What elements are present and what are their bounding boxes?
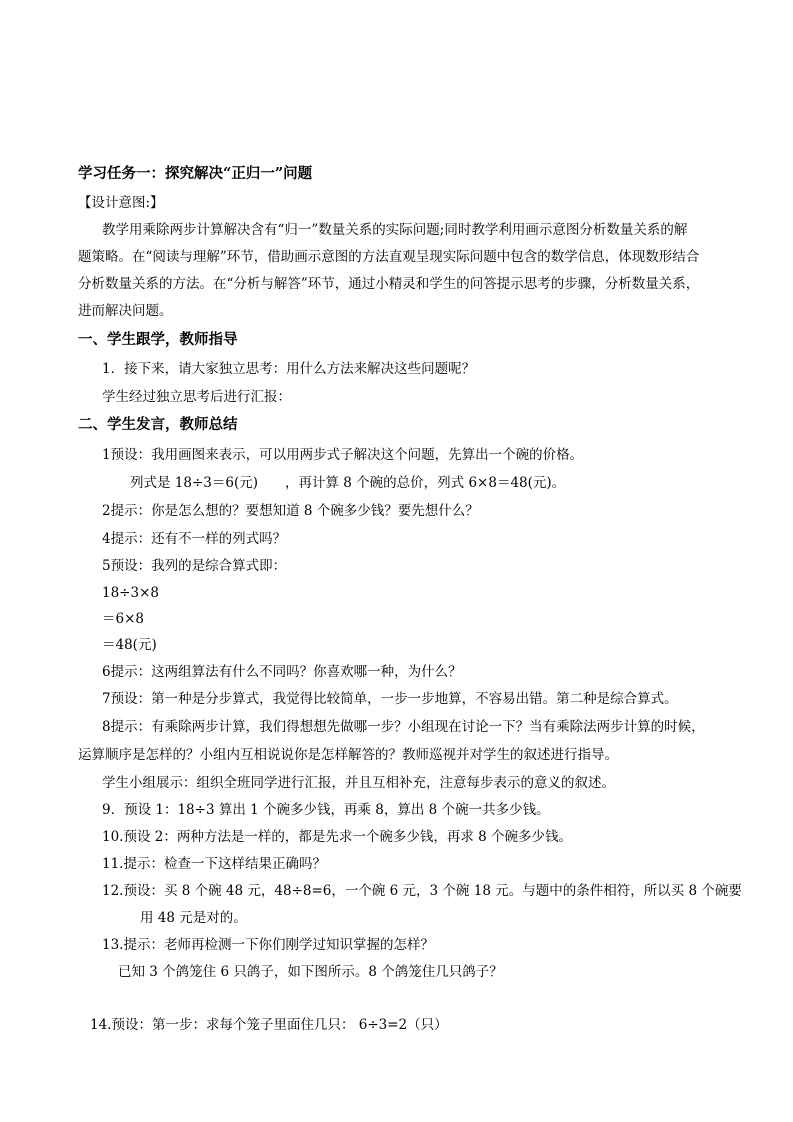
task-title: 学习任务一：探究解决“正归一”问题 [78,165,313,182]
design-intent-line-3: 分析数量关系的方法。在“分析与解答”环节，通过小精灵和学生的问答提示思考的步骤，分析数量关系， [78,276,700,292]
design-intent-line-1: 教学用乘除两步计算解决含有“归一”数量关系的实际问题;同时教学利用画示意图分析数量关系的解 [102,222,688,238]
section2-line-10: 学生小组展示：组织全班同学进行汇报，并且互相补充，注意每步表示的意义的叙述。 [102,775,615,791]
section2-line-9: 运算顺序是怎样的？小组内互相说说你是怎样解答的？教师巡视并对学生的叙述进行指导。 [78,747,618,763]
section2-heading: 二、学生发言，教师总结 [78,416,238,433]
section2-line-1: 1预设：我用画图来表示，可以用两步式子解决这个问题，先算出一个碗的价格。 [102,447,584,463]
section2-line-8: 8提示：有乘除两步计算，我们得想想先做哪一步？小组现在讨论一下？当有乘除法两步计算的时候， [102,719,705,735]
section1-heading: 一、学生跟学，教师指导 [78,331,238,348]
section2-line-14: 12.预设：买 8 个碗 48 元，48÷8=6，一个碗 6 元，3 个碗 18 元。与题中的条件相符，所以买 8 个碗要 [102,883,742,899]
design-intent-line-2: 题策略。在“阅读与理解”环节，借助画示意图的方法直观呈现实际问题中包含的数学信息，体现数形结合 [78,249,700,265]
section2-line-12: 10.预设 2：两种方法是一样的，都是先求一个碗多少钱，再求 8 个碗多少钱。 [102,829,573,845]
section2-line-13: 11.提示：检查一下这样结果正确吗？ [102,856,326,872]
section2-line-16: 13.提示：老师再检测一下你们刚学过知识掌握的怎样？ [102,937,434,953]
section2-line-5: 5预设：我列的是综合算式即： [102,558,287,574]
design-intent-line-4: 进而解决问题。 [78,303,173,319]
section2-line-2: 列式是 18÷3＝6(元) ，再计算 8 个碗的总价，列式 6×8＝48(元)。 [130,475,566,491]
formula-line-2: ＝6×8 [102,611,144,627]
section2-line-7: 7预设：第一种是分步算式，我觉得比较简单，一步一步地算，不容易出错。第二种是综合算式。 [102,691,678,707]
section2-line-17: 已知 3 个鸽笼住 6 只鸽子，如下图所示。8 个鸽笼住几只鸽子？ [118,964,503,980]
section1-line-2: 学生经过独立思考后进行汇报： [102,389,291,405]
section2-line-18: 14.预设：第一步：求每个笼子里面住几只： 6÷3=2（只） [90,1017,448,1033]
section2-line-15: 用 48 元是对的。 [140,910,247,926]
design-intent-label: 【设计意图:】 [78,195,164,211]
section2-line-4: 4提示：还有不一样的列式吗？ [102,531,287,547]
section1-line-1: 1．接下来，请大家独立思考：用什么方法来解决这些问题呢？ [102,361,476,377]
formula-line-1: 18÷3×8 [102,585,159,601]
section2-line-6: 6提示：这两组算法有什么不同吗？你喜欢哪一种，为什么？ [102,664,462,680]
section2-line-11: 9．预设 1：18÷3 算出 1 个碗多少钱，再乘 8，算出 8 个碗一共多少钱。 [102,802,550,818]
section2-line-3: 2提示：你是怎么想的？要想知道 8 个碗多少钱？要先想什么？ [102,503,479,519]
formula-line-3: ＝48(元) [102,637,157,653]
